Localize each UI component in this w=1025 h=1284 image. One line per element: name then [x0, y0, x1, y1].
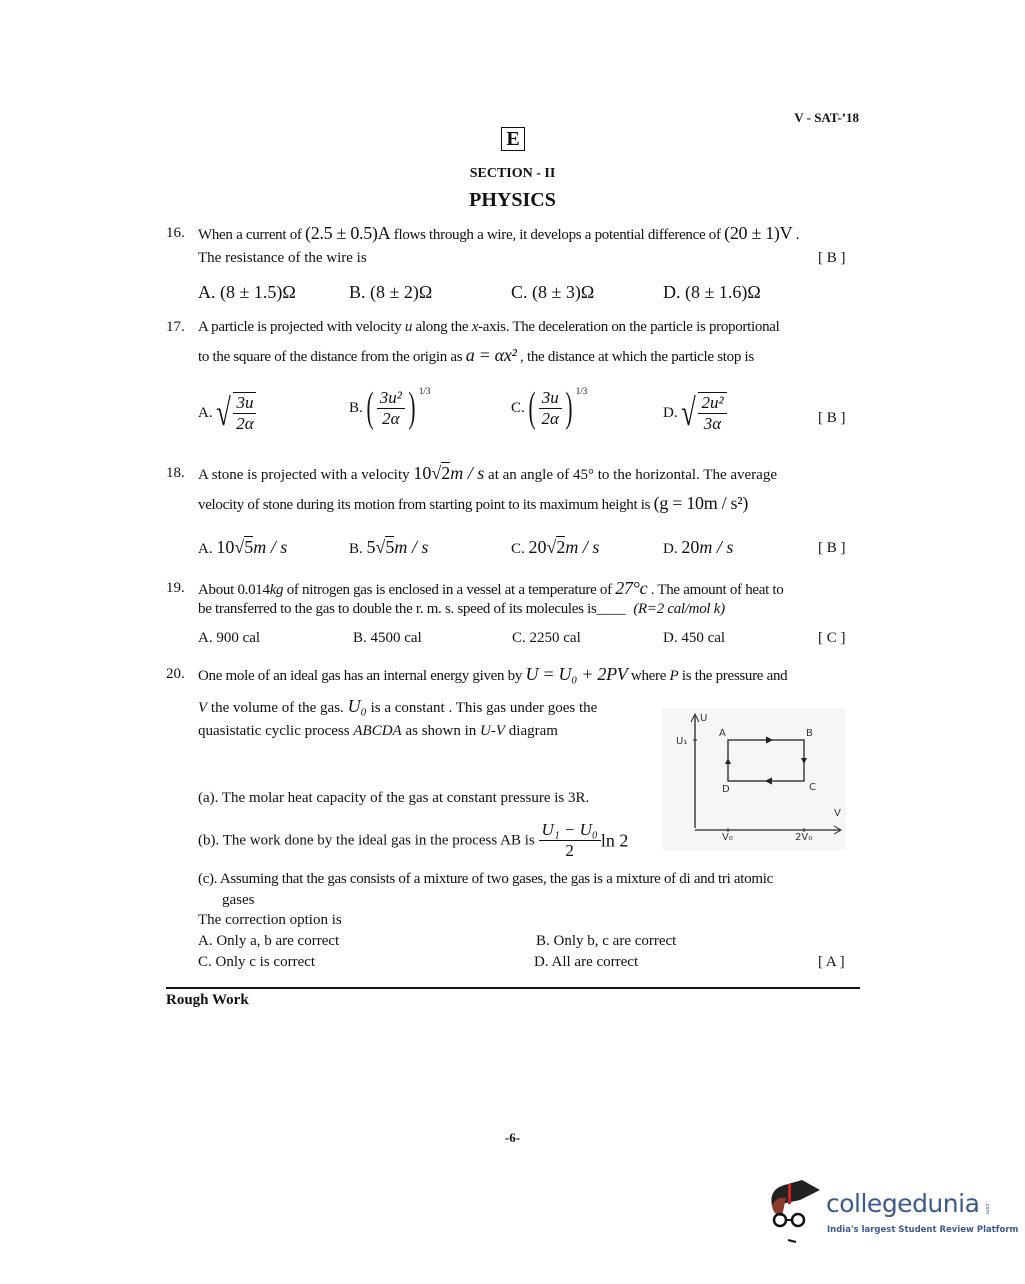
q19-text-2: be transferred to the gas to double the r. m. s. speed of its molecules is____ (R=2 cal/mol k) — [198, 601, 725, 617]
q17-text-2: to the square of the distance from the origin as a = αx² , the distance at which the particle stop is — [198, 345, 754, 365]
option-b: B. 4500 cal — [353, 630, 422, 646]
option-c: C. Only c is correct — [198, 954, 316, 970]
answer-key: [ B ] — [818, 250, 846, 266]
q-number: 16. — [166, 225, 185, 241]
q20-text-3: quasistatic cyclic process ABCDA as shown in U-V diagram — [198, 723, 558, 739]
q-number: 20. — [166, 666, 185, 682]
option-c: C. 20√2m / s — [511, 537, 600, 557]
section-title: SECTION - II — [469, 166, 556, 181]
option-d: D. (8 ± 1.6)Ω — [663, 282, 761, 302]
option-prompt: The correction option is — [198, 912, 342, 928]
q-number: 17. — [166, 319, 185, 335]
q16-text: When a current of (2.5 ± 0.5)A flows through a wire, it develops a potential difference of (20 ± 1)V . — [198, 223, 800, 243]
q20-text-2: V the volume of the gas. U₀ is a constant . This gas under goes the — [198, 696, 598, 716]
option-a: A. Only a, b are correct — [198, 933, 340, 949]
q17-text: A particle is projected with velocity u along the x-axis. The deceleration on the particle is proportional — [198, 319, 780, 335]
option-c: C. (8 ± 3)Ω — [511, 282, 595, 302]
answer-key: [ C ] — [818, 630, 846, 646]
divider — [166, 987, 860, 989]
statement-b: (b). The work done by the ideal gas in the process AB is $\frac{\text{U₁ − U₀}}{2}$ ln 2 — [198, 820, 629, 861]
option-d: D. All are correct — [534, 954, 639, 970]
axis-label-u: U — [700, 713, 708, 724]
option-b: B. Only b, c are correct — [536, 933, 677, 949]
paper-code: V - SAT-’18 — [794, 110, 859, 125]
point-a: A — [719, 728, 726, 739]
page-number: -6- — [504, 1130, 521, 1145]
rough-work-label: Rough Work — [166, 992, 249, 1008]
q-number: 18. — [166, 465, 185, 481]
tick-u1: U₁ — [676, 736, 688, 747]
point-c: C — [809, 782, 816, 793]
q18-text-2: velocity of stone during its motion from starting point to its maximum height is (g = 10m / s²) — [198, 493, 749, 513]
brand-com: .com — [984, 1202, 990, 1215]
q16-text-2: The resistance of the wire is — [198, 250, 367, 266]
brand-name: collegedunia — [826, 1189, 980, 1218]
option-a: A. 900 cal — [198, 630, 261, 646]
option-b: B.( $\frac{\text{3u²}}{2\alpha}$ ) $^{1/3}$ — [349, 385, 431, 431]
option-a: A. √ $\frac{3u}{2\alpha}$ — [198, 392, 256, 434]
option-a: A. 10√5m / s — [198, 537, 288, 557]
q-number: 19. — [166, 580, 185, 596]
set-box: E — [501, 127, 525, 151]
collegedunia-logo — [766, 1176, 1019, 1246]
point-b: B — [806, 728, 813, 739]
statement-a: (a). The molar heat capacity of the gas at constant pressure is 3R. — [198, 790, 590, 806]
mascot-icon — [766, 1176, 826, 1244]
q20-text: One mole of an ideal gas has an internal energy given by U = U₀ + 2PV where P is the pressure and — [198, 664, 788, 684]
statement-c: (c). Assuming that the gas consists of a mixture of two gases, the gas is a mixture of di and tri atomic — [198, 871, 773, 887]
brand-tagline: India's largest Student Review Platform — [827, 1225, 1019, 1235]
tick-v0: V₀ — [722, 832, 733, 843]
answer-key: [ B ] — [818, 540, 846, 556]
statement-c-2: gases — [222, 892, 255, 908]
option-c: C.( $\frac{3u}{2\alpha}$ ) $^{1/3}$ — [511, 385, 588, 431]
tick-2v0: 2V₀ — [795, 832, 813, 843]
q19-text: About 0.014kg of nitrogen gas is enclosed in a vessel at a temperature of 27°c . The amount of heat to — [198, 578, 784, 598]
subject-title: PHYSICS — [469, 189, 556, 211]
point-d: D — [722, 784, 730, 795]
option-b: B. (8 ± 2)Ω — [349, 282, 433, 302]
option-b: B. 5√5m / s — [349, 537, 429, 557]
option-c: C. 2250 cal — [512, 630, 581, 646]
answer-key: [ A ] — [818, 954, 845, 970]
option-a: A. (8 ± 1.5)Ω — [198, 282, 296, 302]
option-d: D. 20m / s — [663, 537, 734, 557]
option-d: D. 450 cal — [663, 630, 726, 646]
u-v-diagram — [662, 708, 846, 850]
axis-label-v: V — [834, 808, 841, 819]
answer-key: [ B ] — [818, 410, 846, 426]
option-d: D. √ $\frac{\text{2u²}}{3\alpha}$ — [663, 392, 727, 434]
q18-text: A stone is projected with a velocity 10√2m / s at an angle of 45° to the horizontal. The average — [198, 463, 777, 483]
